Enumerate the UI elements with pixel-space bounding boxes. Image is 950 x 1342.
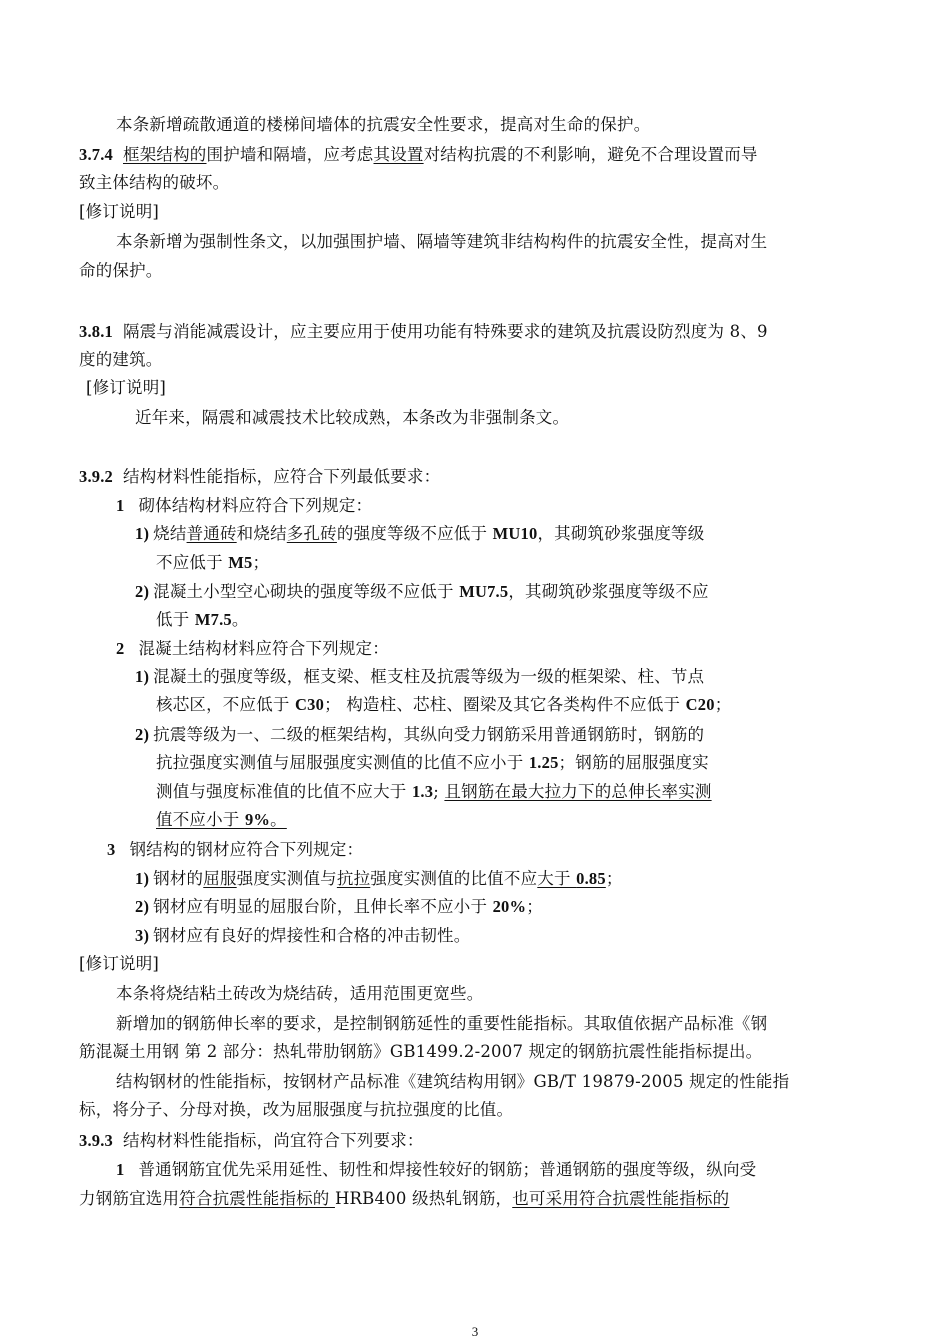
text: 结构材料性能指标，应符合下列最低要求： [123,467,441,486]
text: ; [433,782,445,801]
paragraph-line [79,260,950,282]
text: 1.3 [411,782,434,801]
text: 钢材应有良好的焊接性和合格的冲击韧性。 [153,926,471,945]
text: 抗拉 [336,869,371,888]
revision-note-label [79,201,950,223]
text: 本条新增为强制性条文，以加强围护墙、隔墙等建筑非结构构件的抗震安全性，提高对生 [116,232,768,251]
text: 对结构抗震的不利影响，避免不合理设置而导 [423,145,758,164]
text: MU10 [492,524,538,543]
text: 强度实测值的比值不应 [370,869,538,888]
item-number: 3) [135,926,150,945]
text: ； 构造柱、芯柱、圈梁及其它各类构件不应低于 [324,695,686,714]
text: 9% [244,810,271,829]
item-number: 2) [135,897,150,916]
item-number: 1 [116,1160,125,1179]
text: C30 [295,695,325,714]
paragraph-line [156,752,950,774]
text: 本条新增疏散通道的楼梯间墙体的抗震安全性要求，提高对生命的保护。 [116,115,651,134]
list-item [135,925,950,947]
paragraph-line [156,809,950,831]
text: 框架结构的 [123,145,207,164]
text: 不应低于 [156,553,229,572]
text: [修订说明] [79,202,160,221]
paragraph-line [156,694,950,716]
item-number: 1 [116,496,125,515]
text: ，其砌筑砂浆强度等级 [537,524,705,543]
text: 混凝土的强度等级，框支梁、框支柱及抗震等级为一级的框架梁、柱、节点 [153,667,705,686]
page-number: 3 [471,1324,479,1339]
text: [修订说明] [79,954,160,973]
text: 本条将烧结粘土砖改为烧结砖，适用范围更宽些。 [116,984,484,1003]
text: 。 [270,810,287,829]
text: 1.25 [528,753,559,772]
text: 筋混凝土用钢 第 2 部分：热轧带肋钢筋》GB1499.2-2007 规定的钢筋抗震性能指标提出。 [79,1042,763,1061]
text: 20% [492,897,527,916]
clause-number: 3.7.4 [79,145,113,164]
text: 结构钢材的性能指标，按钢材产品标准《建筑结构用钢》GB/T 19879-2005 规定的性能指 [116,1072,790,1091]
clause-3-9-2 [79,466,950,488]
text: 混凝土结构材料应符合下列规定： [138,639,389,658]
item-number: 1) [135,524,150,543]
text: 抗拉强度实测值与屈服强度实测值的比值不应小于 [156,753,529,772]
text: M7.5 [194,610,232,629]
item-number: 1) [135,869,150,888]
text: 力钢筋宜选用 [79,1189,180,1208]
paragraph-line [116,983,950,1005]
item-number: 1) [135,667,150,686]
text: 新增加的钢筋伸长率的要求，是控制钢筋延性的重要性能指标。其取值依据产品标准《钢 [116,1014,768,1033]
text: 0.85 [576,869,606,888]
text: [修订说明] [86,378,167,397]
paragraph-line [79,1099,950,1121]
text: 砌体结构材料应符合下列规定： [138,496,373,515]
text: 屈服 [203,869,237,888]
list-item [107,839,950,861]
clause-number: 3.9.2 [79,467,113,486]
text: 隔震与消能减震设计，应主要应用于使用功能有特殊要求的建筑及抗震设防烈度为 8、9 [123,322,768,341]
text: ，其砌筑砂浆强度等级不应 [508,582,709,601]
text: 普通钢筋宜优先采用延性、韧性和焊接性较好的钢筋；普通钢筋的强度等级，纵向受 [138,1160,757,1179]
text: 钢结构的钢材应符合下列规定： [129,840,364,859]
text: M5 [228,553,253,572]
text: 和烧结 [236,524,287,543]
list-item [116,1159,950,1181]
list-item [116,495,950,517]
item-number: 3 [107,840,116,859]
text: 其设置 [373,145,424,164]
paragraph-line [116,1071,950,1093]
paragraph-line [79,349,950,371]
text: 命的保护。 [79,261,163,280]
list-item [116,638,950,660]
list-item [135,896,950,918]
text: HRB400 级热轧钢筋， [334,1189,513,1208]
text: 烧结 [153,524,187,543]
paragraph-line [156,609,950,631]
paragraph-line [79,1188,950,1210]
paragraph-line [156,781,950,803]
paragraph-line [116,1013,950,1035]
item-number: 2) [135,582,150,601]
text: ； [714,695,732,714]
revision-note-label [86,377,950,399]
text: 近年来，隔震和减震技术比较成熟，本条改为非强制条文。 [135,408,570,427]
text: 抗震等级为一、二级的框架结构，其纵向受力钢筋采用普通钢筋时，钢筋的 [153,725,705,744]
text: 大于 [537,869,577,888]
list-item [135,666,950,688]
text: 钢材应有明显的屈服台阶，且伸长率不应小于 [153,897,493,916]
text: 普通砖 [186,524,237,543]
text: 多孔砖 [286,524,337,543]
paragraph-line [116,114,950,136]
text: 测值与强度标准值的比值不应大于 [156,782,412,801]
text: 围护墙和隔墙，应考虑 [206,145,374,164]
text: 度的建筑。 [79,350,163,369]
text: 且钢筋在最大拉力下的总伸长率实测 [444,782,712,801]
text: ； [252,553,270,572]
list-item [135,724,950,746]
text: 混凝土小型空心砌块的强度等级不应低于 [153,582,460,601]
paragraph-line [156,552,950,574]
text: 低于 [156,610,195,629]
text: ；钢筋的屈服强度实 [558,753,709,772]
clause-number: 3.8.1 [79,322,113,341]
text: 致主体结构的破坏。 [79,173,230,192]
text: 核芯区，不应低于 [156,695,296,714]
text: 强度实测值与 [236,869,337,888]
paragraph-line [79,1041,950,1063]
text: 的强度等级不应低于 [336,524,493,543]
text: MU7.5 [459,582,509,601]
text: C20 [685,695,715,714]
paragraph-line [116,231,950,253]
text: 。 [231,610,249,629]
text: 钢材的 [153,869,204,888]
list-item [135,523,950,545]
text: 标，将分子、分母对换，改为屈服强度与抗拉强度的比值。 [79,1100,514,1119]
paragraph-line [79,172,950,194]
clause-3-9-3 [79,1130,950,1152]
paragraph-line [135,407,950,429]
text: ； [605,869,623,888]
revision-note-label [79,953,950,975]
text: 值不应小于 [156,810,245,829]
list-item [135,581,950,603]
text: 符合抗震性能指标的 [179,1189,335,1208]
text: 结构材料性能指标，尚宜符合下列要求： [123,1131,424,1150]
item-number: 2 [116,639,125,658]
clause-3-8-1 [79,321,950,343]
text: ； [526,897,543,916]
clause-3-7-4 [79,144,950,166]
list-item [135,868,950,890]
text: 也可采用符合抗震性能指标的 [512,1189,730,1208]
item-number: 2) [135,725,150,744]
clause-number: 3.9.3 [79,1131,113,1150]
